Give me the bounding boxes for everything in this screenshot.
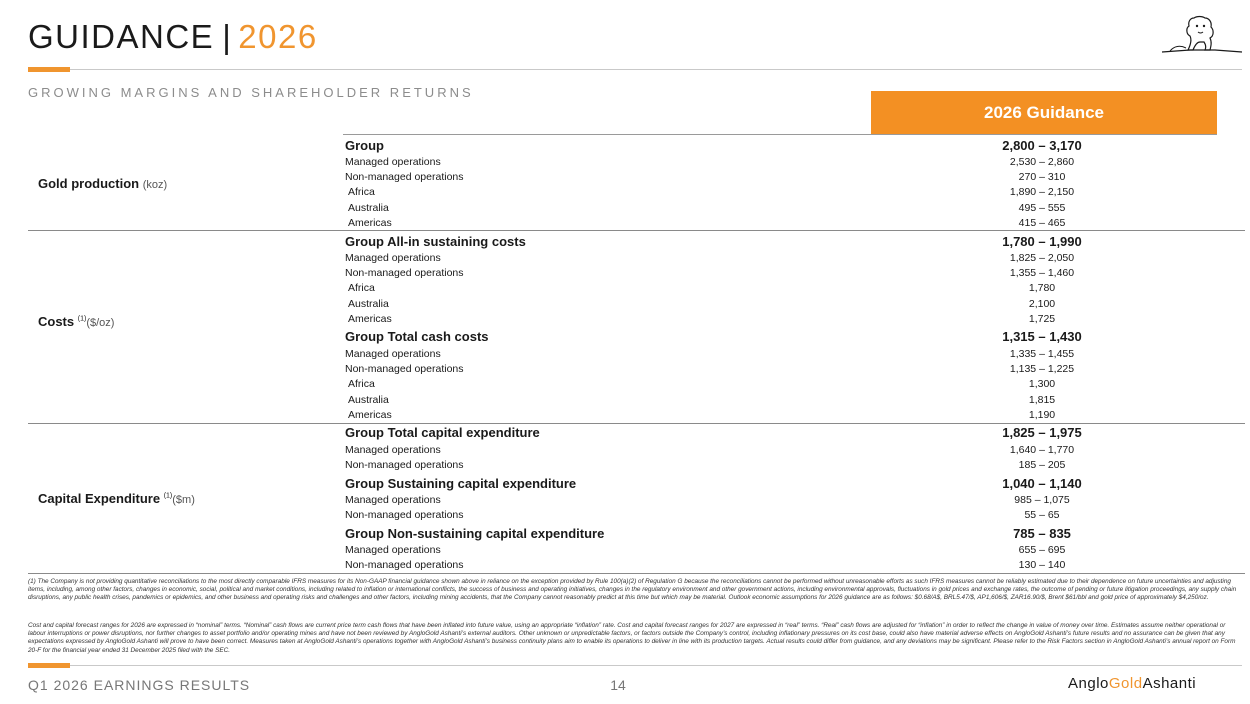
category-unit: ($/oz) (86, 317, 115, 329)
category-gold-production (38, 176, 167, 191)
row-value: 1,780 (1028, 281, 1056, 294)
row-value: 2,100 (1028, 297, 1056, 310)
row-label: Non-managed operations (345, 558, 464, 571)
table-row (345, 376, 1215, 391)
table-row (345, 169, 1215, 184)
category-costs (38, 314, 114, 329)
table-row (345, 407, 1215, 422)
table-row (345, 154, 1215, 169)
table-row (345, 265, 1215, 280)
row-label: Africa (348, 185, 375, 198)
brand-part-accent: Gold (1108, 675, 1143, 692)
row-value: 1,640 – 1,770 (1009, 443, 1075, 456)
guidance-column-header: 2026 Guidance (871, 91, 1217, 134)
page-number: 14 (610, 677, 626, 693)
table-row (345, 215, 1215, 230)
row-value: 1,890 – 2,150 (1009, 185, 1075, 198)
category-capital-expenditure (38, 491, 195, 506)
row-value: 270 – 310 (1018, 170, 1066, 183)
row-label: Managed operations (345, 155, 441, 168)
table-row (345, 280, 1215, 295)
row-label: Managed operations (345, 443, 441, 456)
table-row (345, 361, 1215, 376)
table-row (345, 346, 1215, 361)
table-row (345, 542, 1215, 557)
row-value: 1,355 – 1,460 (1009, 266, 1075, 279)
row-value: 985 – 1,075 (1014, 493, 1070, 506)
row-value: 1,825 – 2,050 (1009, 251, 1075, 264)
row-value: 185 – 205 (1018, 458, 1066, 471)
row-label: Managed operations (345, 347, 441, 360)
row-label: Australia (348, 297, 389, 310)
row-label: Group Total capital expenditure (345, 424, 540, 440)
title-accent-bar (28, 67, 70, 72)
row-value: 495 – 555 (1018, 201, 1066, 214)
row-label: Group Non-sustaining capital expenditure (345, 525, 605, 541)
row-value: 55 – 65 (1024, 508, 1060, 521)
row-value: 1,190 (1028, 408, 1056, 421)
footer-accent-bar (28, 663, 70, 668)
brand-part: Ashanti (1142, 675, 1197, 692)
row-value: 1,815 (1028, 393, 1056, 406)
category-label: Costs (38, 314, 75, 329)
table-row (345, 136, 1215, 154)
row-value: 130 – 140 (1018, 558, 1066, 571)
row-label: Non-managed operations (345, 508, 464, 521)
table-row (345, 492, 1215, 507)
row-label: Australia (348, 393, 389, 406)
header-rule (343, 134, 1217, 135)
row-value: 655 – 695 (1018, 543, 1066, 556)
row-label: Africa (348, 281, 375, 294)
row-value: 2,530 – 2,860 (1009, 155, 1075, 168)
row-label: Group Sustaining capital expenditure (345, 475, 577, 491)
subtitle: GROWING MARGINS AND SHAREHOLDER RETURNS (28, 85, 474, 100)
row-label: Americas (348, 312, 392, 325)
row-value: 1,825 – 1,975 (1002, 424, 1082, 440)
table-row (345, 442, 1215, 457)
table-row (345, 423, 1215, 441)
row-label: Managed operations (345, 543, 441, 556)
brand-part: Anglo (1068, 675, 1109, 692)
footnote-1: (1) The Company is not providing quantitative reconciliations to the most directly comparable IFRS measures for its Non-GAAP financial guidance shown above in reliance on the exception provided by Rule 100(a)(2) of Regulation G because the reconciliations cannot be performed without unreasonable efforts as such IFRS measures cannot be reliably estimated due to their dependence on future uncertainties and adjusting items, including, among other factors, changes in economic, social, political and market conditions, including related to inflation or international conflicts, the success of business and operating initiatives, changes in the regulatory environment and other government actions, including environmental approvals, fluctuations in gold prices and exchange rates, the outcome of pending or future litigation proceedings, any supply chain disruptions, any public health crises, pandemics or epidemics, and other business and operating risks and challenges and other factors, including mining accidents, that the Company cannot reasonably predict at this time but which may be material. Outlook economic assumptions for 2026 guidance are as follows: $0.68/A$, BRL5.47/$, AP1,606/$, ZAR16.90/$, Brent $61/bbl and gold price of approximately $4,250/oz. (28, 578, 1237, 602)
table-row (345, 311, 1215, 326)
category-unit: (koz) (142, 179, 168, 191)
brand-wordmark (1068, 675, 1196, 692)
row-label: Group (345, 137, 384, 153)
table-row (345, 327, 1215, 345)
row-label: Managed operations (345, 493, 441, 506)
row-label: Americas (348, 408, 392, 421)
row-label: Non-managed operations (345, 458, 464, 471)
title-year: 2026 (238, 18, 318, 55)
title-divider (28, 69, 1242, 70)
table-row (345, 296, 1215, 311)
row-label: Group Total cash costs (345, 328, 489, 344)
table-row (345, 392, 1215, 407)
footnote-2: Cost and capital forecast ranges for 2026 are expressed in “nominal” terms. “Nominal” cash flows are current price term cash flows that have been inflated into future value, using an appropriate “inflation” rate. Cost and capital forecast ranges for 2027 are expressed in “real” terms. “Real” cash flows are adjusted for “inflation” in order to reflect the change in value of money over time. Estimates assume neither operational or labour interruptions or power disruptions, nor further changes to asset portfolio and/or operating mines and have not been reviewed by AngloGold Ashanti’s external auditors. Other unknown or unpredictable factors, or factors outside the Company’s control, including inflationary pressures on its cost base, could also have material adverse effects on AngloGold Ashanti’s future results and no assurance can be given that any expectations expressed by AngloGold Ashanti will prove to have been correct. Measures taken at AngloGold Ashanti’s operations together with AngloGold Ashanti’s business continuity plans aim to enable its operations to deliver in line with its production targets. Actual results could differ from guidance, and any deviations may be significant. Please refer to the Risk Factors section in AngloGold Ashanti’s annual report on Form 20-F for the financial year ended 31 December 2025 filed with the SEC. (28, 622, 1236, 654)
row-label: Non-managed operations (345, 170, 464, 183)
row-value: 1,135 – 1,225 (1009, 362, 1075, 375)
table-row (345, 457, 1215, 472)
table-row (345, 200, 1215, 215)
category-unit: ($m) (172, 494, 195, 506)
row-label: Americas (348, 216, 392, 229)
title-separator: | (222, 18, 233, 55)
footer-divider (28, 665, 1242, 666)
table-row (345, 507, 1215, 522)
table-row (345, 524, 1215, 542)
row-label: Africa (348, 377, 375, 390)
row-label: Australia (348, 201, 389, 214)
row-value: 785 – 835 (1013, 525, 1071, 541)
table-row (345, 232, 1215, 250)
row-value: 415 – 465 (1018, 216, 1066, 229)
footer-presentation-title: Q1 2026 EARNINGS RESULTS (28, 677, 251, 693)
category-label: Gold production (38, 176, 140, 191)
row-label: Non-managed operations (345, 266, 464, 279)
row-value: 1,040 – 1,140 (1002, 475, 1082, 491)
lion-logo-icon (1160, 12, 1244, 56)
title-main: GUIDANCE (28, 18, 215, 55)
row-value: 1,300 (1028, 377, 1056, 390)
section-divider (28, 230, 1245, 231)
row-value: 1,315 – 1,430 (1002, 328, 1082, 344)
table-row (345, 184, 1215, 199)
row-value: 1,780 – 1,990 (1002, 233, 1082, 249)
table-row (345, 557, 1215, 572)
footnote-marker: (1) (77, 315, 87, 323)
table-row (345, 474, 1215, 492)
row-label: Non-managed operations (345, 362, 464, 375)
row-value: 1,335 – 1,455 (1009, 347, 1075, 360)
footnote-marker: (1) (163, 492, 173, 500)
table-row (345, 250, 1215, 265)
category-label: Capital Expenditure (38, 491, 161, 506)
row-value: 1,725 (1028, 312, 1056, 325)
section-divider (28, 573, 1245, 574)
page-title (28, 18, 318, 56)
row-value: 2,800 – 3,170 (1002, 137, 1082, 153)
row-label: Managed operations (345, 251, 441, 264)
row-label: Group All-in sustaining costs (345, 233, 526, 249)
